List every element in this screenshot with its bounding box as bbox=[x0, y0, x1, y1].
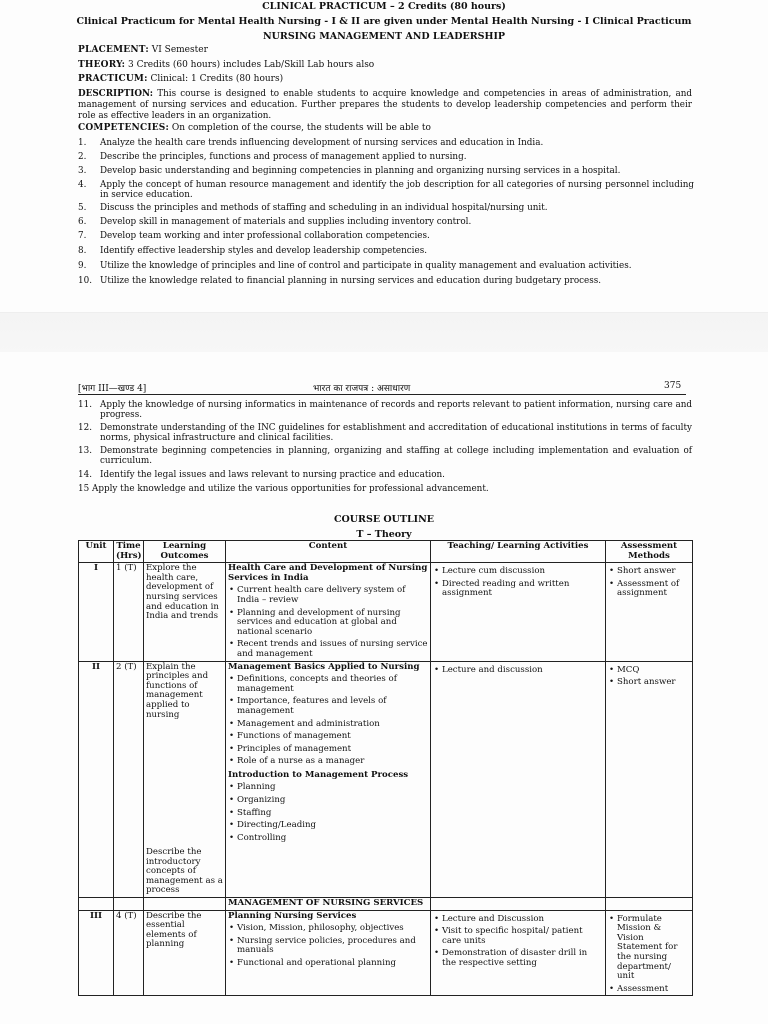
table-row bbox=[79, 661, 693, 898]
course-title: NURSING MANAGEMENT AND LEADERSHIP bbox=[262, 31, 506, 42]
placement-value: VI Semester bbox=[151, 45, 208, 55]
practicum-label: PRACTICUM: bbox=[78, 74, 148, 84]
competencies-label: COMPETENCIES: bbox=[78, 123, 170, 133]
assessment-cell bbox=[606, 661, 693, 898]
content-item: • Management and administration bbox=[228, 720, 428, 730]
clinical-practicum-note: Clinical Practicum for Mental Health Nursing - I & II are given under Mental Health Nursing - I Clinical Practicum bbox=[76, 16, 692, 27]
page-number: 375 bbox=[664, 381, 682, 391]
assessment-cell bbox=[606, 910, 693, 996]
placement-label: PLACEMENT: bbox=[78, 45, 149, 55]
item-text: Apply the concept of human resource management and identify the job description for all categories of nursing personnel including in service education. bbox=[100, 180, 694, 200]
assessment-item: • Short answer bbox=[608, 567, 690, 577]
course-outline-table bbox=[78, 540, 693, 996]
content-item: • Directing/Leading bbox=[228, 821, 428, 831]
activity-item: • Directed reading and written assignment bbox=[433, 580, 603, 599]
content-item: • Organizing bbox=[228, 796, 428, 806]
content-cell bbox=[226, 661, 431, 898]
item-text: Demonstrate understanding of the INC guidelines for establishment and accreditation of educational institutions in terms of faculty norms, physical infrastructure and clinical facilities. bbox=[100, 423, 692, 443]
col-content-header: Content bbox=[226, 541, 431, 563]
content-item: • Functional and operational planning bbox=[228, 959, 428, 969]
item-text: Utilize the knowledge of principles and line of control and participate in quality management and evaluation activities. bbox=[100, 261, 632, 271]
gazette-part-label: [भाग III—खण्ड 4] bbox=[78, 384, 147, 394]
activity-item: • Lecture and Discussion bbox=[433, 915, 603, 925]
theory-value: 3 Credits (60 hours) includes Lab/Skill Lab hours also bbox=[128, 60, 375, 70]
clinical-practicum-title: CLINICAL PRACTICUM – 2 Credits (80 hours) bbox=[262, 1, 506, 12]
activities-cell bbox=[431, 910, 606, 996]
item-number: 3. bbox=[78, 166, 87, 176]
empty-cell bbox=[114, 898, 144, 911]
empty-cell bbox=[606, 898, 693, 911]
assessment-item: • Formulate Mission & Vision Statement for the nursing department/ unit bbox=[608, 915, 690, 982]
assessment-item: • Assessment bbox=[608, 985, 690, 995]
content-heading: Planning Nursing Services bbox=[228, 910, 357, 921]
content-item: • Recent trends and issues of nursing service and management bbox=[228, 640, 428, 659]
content-item: • Principles of management bbox=[228, 745, 428, 755]
item-number: 14. bbox=[78, 470, 92, 480]
item-text: Analyze the health care trends influencing development of nursing services and education in India. bbox=[100, 138, 544, 148]
time-cell: 1 (T) bbox=[114, 563, 144, 661]
outcome-cell: Explore the health care, development of nursing services and education in India and trends bbox=[144, 563, 226, 661]
content-item: • Current health care delivery system of India – review bbox=[228, 586, 428, 605]
competencies-line bbox=[78, 123, 431, 133]
content-heading: Management Basics Applied to Nursing bbox=[228, 661, 420, 672]
table-header-row bbox=[79, 541, 693, 563]
theory-label: THEORY: bbox=[78, 60, 126, 70]
item-number: 12. bbox=[78, 423, 92, 433]
header-rule bbox=[78, 394, 686, 395]
col-assessment-header: Assessment Methods bbox=[606, 541, 693, 563]
description-label: DESCRIPTION: bbox=[78, 89, 154, 99]
item-text: Identify the legal issues and laws relevant to nursing practice and education. bbox=[100, 470, 445, 480]
activity-item: • Demonstration of disaster drill in the respective setting bbox=[433, 949, 603, 968]
competencies-value: On completion of the course, the students will be able to bbox=[171, 123, 431, 133]
item-text: Develop skill in management of materials and supplies including inventory control. bbox=[100, 217, 472, 227]
content-heading: Introduction to Management Process bbox=[228, 769, 409, 780]
content-item: • Controlling bbox=[228, 834, 428, 844]
item-number: 6. bbox=[78, 217, 87, 227]
theory-line bbox=[78, 60, 374, 70]
content-item: • Planning and development of nursing services and education at global and national scenario bbox=[228, 609, 428, 638]
col-outcomes-header: Learning Outcomes bbox=[144, 541, 226, 563]
empty-cell bbox=[431, 898, 606, 911]
col-time-header: Time (Hrs) bbox=[114, 541, 144, 563]
document-page-2 bbox=[0, 352, 768, 1024]
assessment-cell bbox=[606, 563, 693, 661]
content-item: • Nursing service policies, procedures and manuals bbox=[228, 937, 428, 956]
item-number: 4. bbox=[78, 180, 87, 190]
item-number: 1. bbox=[78, 138, 87, 148]
activity-item: • Visit to specific hospital/ patient care units bbox=[433, 927, 603, 946]
description-paragraph bbox=[78, 89, 692, 122]
item-number: 11. bbox=[78, 400, 92, 410]
empty-cell bbox=[79, 898, 114, 911]
outcome-text: Describe the introductory concepts of management as a process bbox=[146, 847, 223, 896]
content-item: • Vision, Mission, philosophy, objectives bbox=[228, 924, 428, 934]
practicum-value: Clinical: 1 Credits (80 hours) bbox=[150, 74, 284, 84]
item-number: 8. bbox=[78, 246, 87, 256]
item-number: 2. bbox=[78, 152, 87, 162]
unit-cell: II bbox=[79, 661, 114, 898]
placement-line bbox=[78, 45, 208, 55]
content-item: • Role of a nurse as a manager bbox=[228, 757, 428, 767]
outcome-cell bbox=[144, 661, 226, 898]
table-row bbox=[79, 910, 693, 996]
item-number: 9. bbox=[78, 261, 87, 271]
item-number: 7. bbox=[78, 231, 87, 241]
content-cell bbox=[226, 910, 431, 996]
empty-cell bbox=[144, 898, 226, 911]
unit-cell: III bbox=[79, 910, 114, 996]
document-page-1 bbox=[0, 0, 768, 312]
outcome-cell: Describe the essential elements of planning bbox=[144, 910, 226, 996]
item-text: Identify effective leadership styles and develop leadership competencies. bbox=[100, 246, 428, 256]
item-number: 5. bbox=[78, 203, 87, 213]
item-text: Discuss the principles and methods of staffing and scheduling in an individual hospital/nursing unit. bbox=[100, 203, 548, 213]
assessment-item: • Assessment of assignment bbox=[608, 580, 690, 599]
item-text: Apply the knowledge of nursing informatics in maintenance of records and reports relevant to patient information, nursing care and progress. bbox=[100, 400, 692, 420]
table-row bbox=[79, 563, 693, 661]
course-outline-title: COURSE OUTLINE bbox=[333, 514, 435, 525]
assessment-item: • MCQ bbox=[608, 666, 690, 676]
content-cell bbox=[226, 563, 431, 661]
content-item: • Functions of management bbox=[228, 732, 428, 742]
item-text: Develop team working and inter professional collaboration competencies. bbox=[100, 231, 430, 241]
practicum-line bbox=[78, 74, 283, 84]
content-heading: Health Care and Development of Nursing Services in India bbox=[228, 563, 428, 583]
item-text: Utilize the knowledge related to financial planning in nursing services and education during budgetary process. bbox=[100, 276, 602, 286]
section-heading: MANAGEMENT OF NURSING SERVICES bbox=[226, 898, 431, 911]
content-item: • Planning bbox=[228, 783, 428, 793]
assessment-item: • Short answer bbox=[608, 678, 690, 688]
content-item: • Definitions, concepts and theories of management bbox=[228, 675, 428, 694]
item-number: 10. bbox=[78, 276, 92, 286]
content-item: • Importance, features and levels of management bbox=[228, 697, 428, 716]
description-value: This course is designed to enable students to acquire knowledge and competencies in areas of administration, and management of nursing services and education. Further prepares the students to develop leadership competencies and perform their role as effective leaders in an organization. bbox=[78, 89, 693, 121]
competency-item-15: 15 Apply the knowledge and utilize the various opportunities for professional advancement. bbox=[78, 484, 489, 494]
time-cell: 4 (T) bbox=[114, 910, 144, 996]
activity-item: • Lecture and discussion bbox=[433, 666, 603, 676]
unit-cell: I bbox=[79, 563, 114, 661]
activities-cell bbox=[431, 563, 606, 661]
item-text: Develop basic understanding and beginning competencies in planning and organizing nursing services in a hospital. bbox=[100, 166, 621, 176]
item-text: Demonstrate beginning competencies in planning, organizing and staffing at college including implementation and evaluation of curriculum. bbox=[100, 446, 692, 466]
content-item: • Staffing bbox=[228, 809, 428, 819]
activities-cell bbox=[431, 661, 606, 898]
col-unit-header: Unit bbox=[79, 541, 114, 563]
time-cell: 2 (T) bbox=[114, 661, 144, 898]
activity-item: • Lecture cum discussion bbox=[433, 567, 603, 577]
item-number: 13. bbox=[78, 446, 92, 456]
gazette-title: भारत का राजपत्र : असाधारण bbox=[313, 384, 411, 394]
theory-heading: T – Theory bbox=[356, 529, 412, 540]
item-text: Describe the principles, functions and process of management applied to nursing. bbox=[100, 152, 467, 162]
section-heading-row bbox=[79, 898, 693, 911]
page-gap bbox=[0, 312, 768, 353]
outcome-text: Explain the principles and functions of management applied to nursing bbox=[146, 661, 209, 720]
col-activities-header: Teaching/ Learning Activities bbox=[431, 541, 606, 563]
